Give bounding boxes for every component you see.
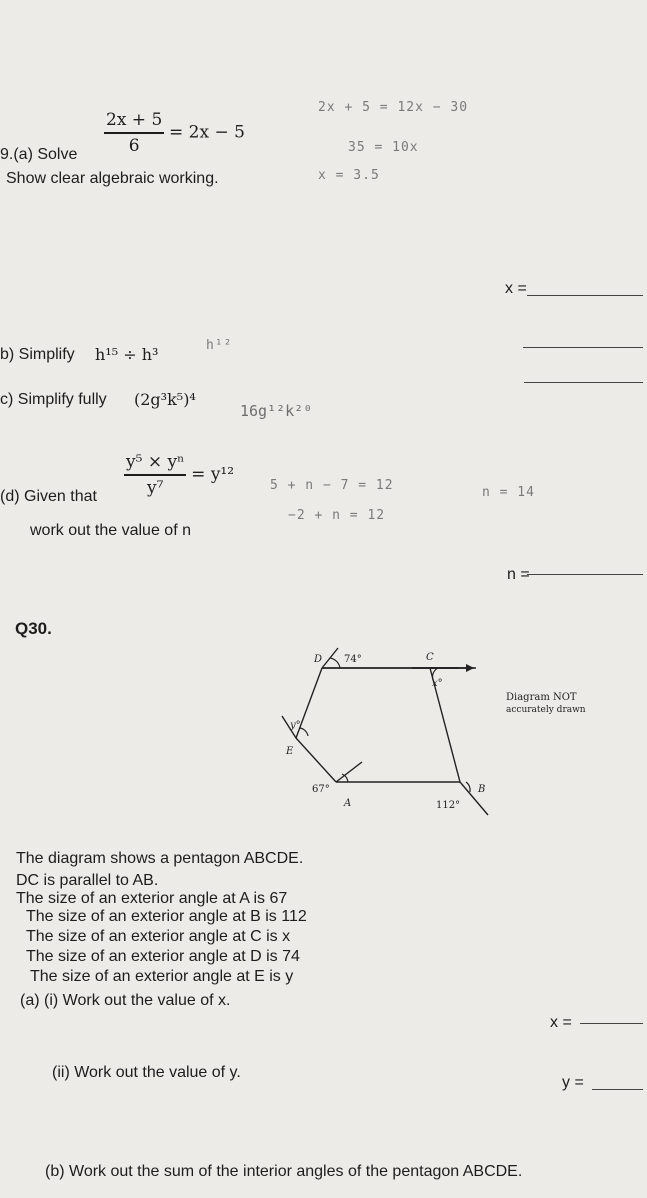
q29c-answer-line[interactable] (524, 381, 643, 383)
pentagon-diagram (270, 640, 630, 825)
q29a-denominator: 6 (128, 136, 140, 156)
q29a-numerator: 2x + 5 (104, 110, 164, 134)
q30-statement-6: The size of an exterior angle at D is 74 (26, 948, 300, 965)
q29a-work-line2: 35 = 10x (348, 140, 419, 155)
q29a-answer-label: x = (505, 280, 527, 297)
vertex-D: D (314, 654, 323, 665)
q29a-label: 9.(a) Solve (0, 146, 78, 163)
angle-E-label: y° (290, 720, 301, 731)
diagram-note-line1: Diagram NOT (506, 692, 577, 703)
q29a-rhs: = 2x − 5 (169, 122, 245, 143)
q29c-work: 16g¹²k²⁰ (240, 402, 313, 420)
q30-statement-4: The size of an exterior angle at B is 112 (26, 908, 307, 925)
q29d-work-line1: 5 + n − 7 = 12 (270, 478, 394, 493)
vertex-E: E (286, 746, 294, 757)
q29d-numerator: y⁵ × yⁿ (124, 452, 186, 476)
q29c-expression: (2g³k⁵)⁴ (134, 390, 196, 409)
q29d-equation (124, 452, 234, 498)
q29a-work-line1: 2x + 5 = 12x − 30 (318, 100, 469, 115)
q30-statement-2: DC is parallel to AB. (16, 872, 159, 889)
q30-a-ii-answer-line[interactable] (592, 1088, 643, 1090)
q29c-label: c) Simplify fully (0, 391, 107, 408)
vertex-B: B (478, 784, 486, 795)
angle-C-label: x° (432, 678, 443, 689)
q29a-equation (104, 110, 245, 156)
q30-statement-5: The size of an exterior angle at C is x (26, 928, 291, 945)
q29b-label: b) Simplify (0, 346, 75, 363)
vertex-C: C (426, 652, 434, 663)
q30-title: Q30. (15, 619, 52, 638)
q30-a-ii-answer-label: y = (562, 1074, 584, 1091)
q29b-answer-line[interactable] (523, 346, 643, 348)
q30-a-i-answer-line[interactable] (580, 1022, 643, 1024)
q30-part-a-i: (a) (i) Work out the value of x. (20, 992, 231, 1009)
q29d-work-line2: −2 + n = 12 (288, 508, 386, 523)
q29d-answer-label: n = (507, 566, 530, 583)
q30-statement-7: The size of an exterior angle at E is y (30, 968, 294, 985)
q30-statement-3: The size of an exterior angle at A is 67 (16, 890, 288, 907)
diagram-note-line2: accurately drawn (506, 705, 586, 715)
q29a-work-line3: x = 3.5 (318, 168, 380, 183)
q29b-work: h¹² (206, 338, 233, 353)
angle-D-label: 74° (344, 654, 362, 665)
q29d-label: (d) Given that (0, 488, 97, 505)
q29d-work-line3: n = 14 (482, 485, 535, 500)
q30-statement-1: The diagram shows a pentagon ABCDE. (16, 850, 304, 867)
q29b-expression: h¹⁵ ÷ h³ (95, 345, 159, 364)
angle-A-label: 67° (312, 784, 330, 795)
q29d-instruction: work out the value of n (30, 522, 191, 539)
vertex-A: A (344, 798, 352, 809)
q30-a-i-answer-label: x = (550, 1014, 572, 1031)
q29d-answer-line[interactable] (527, 573, 643, 575)
q29d-rhs: = y¹² (191, 464, 235, 485)
q29d-denominator: y⁷ (147, 478, 164, 498)
q29a-answer-line[interactable] (527, 294, 643, 296)
angle-B-label: 112° (436, 800, 461, 811)
side-EA (296, 738, 336, 782)
q30-part-a-ii: (ii) Work out the value of y. (52, 1064, 241, 1081)
q30-part-b: (b) Work out the sum of the interior angles of the pentagon ABCDE. (45, 1163, 523, 1180)
q29a-instruction: Show clear algebraic working. (6, 170, 219, 187)
